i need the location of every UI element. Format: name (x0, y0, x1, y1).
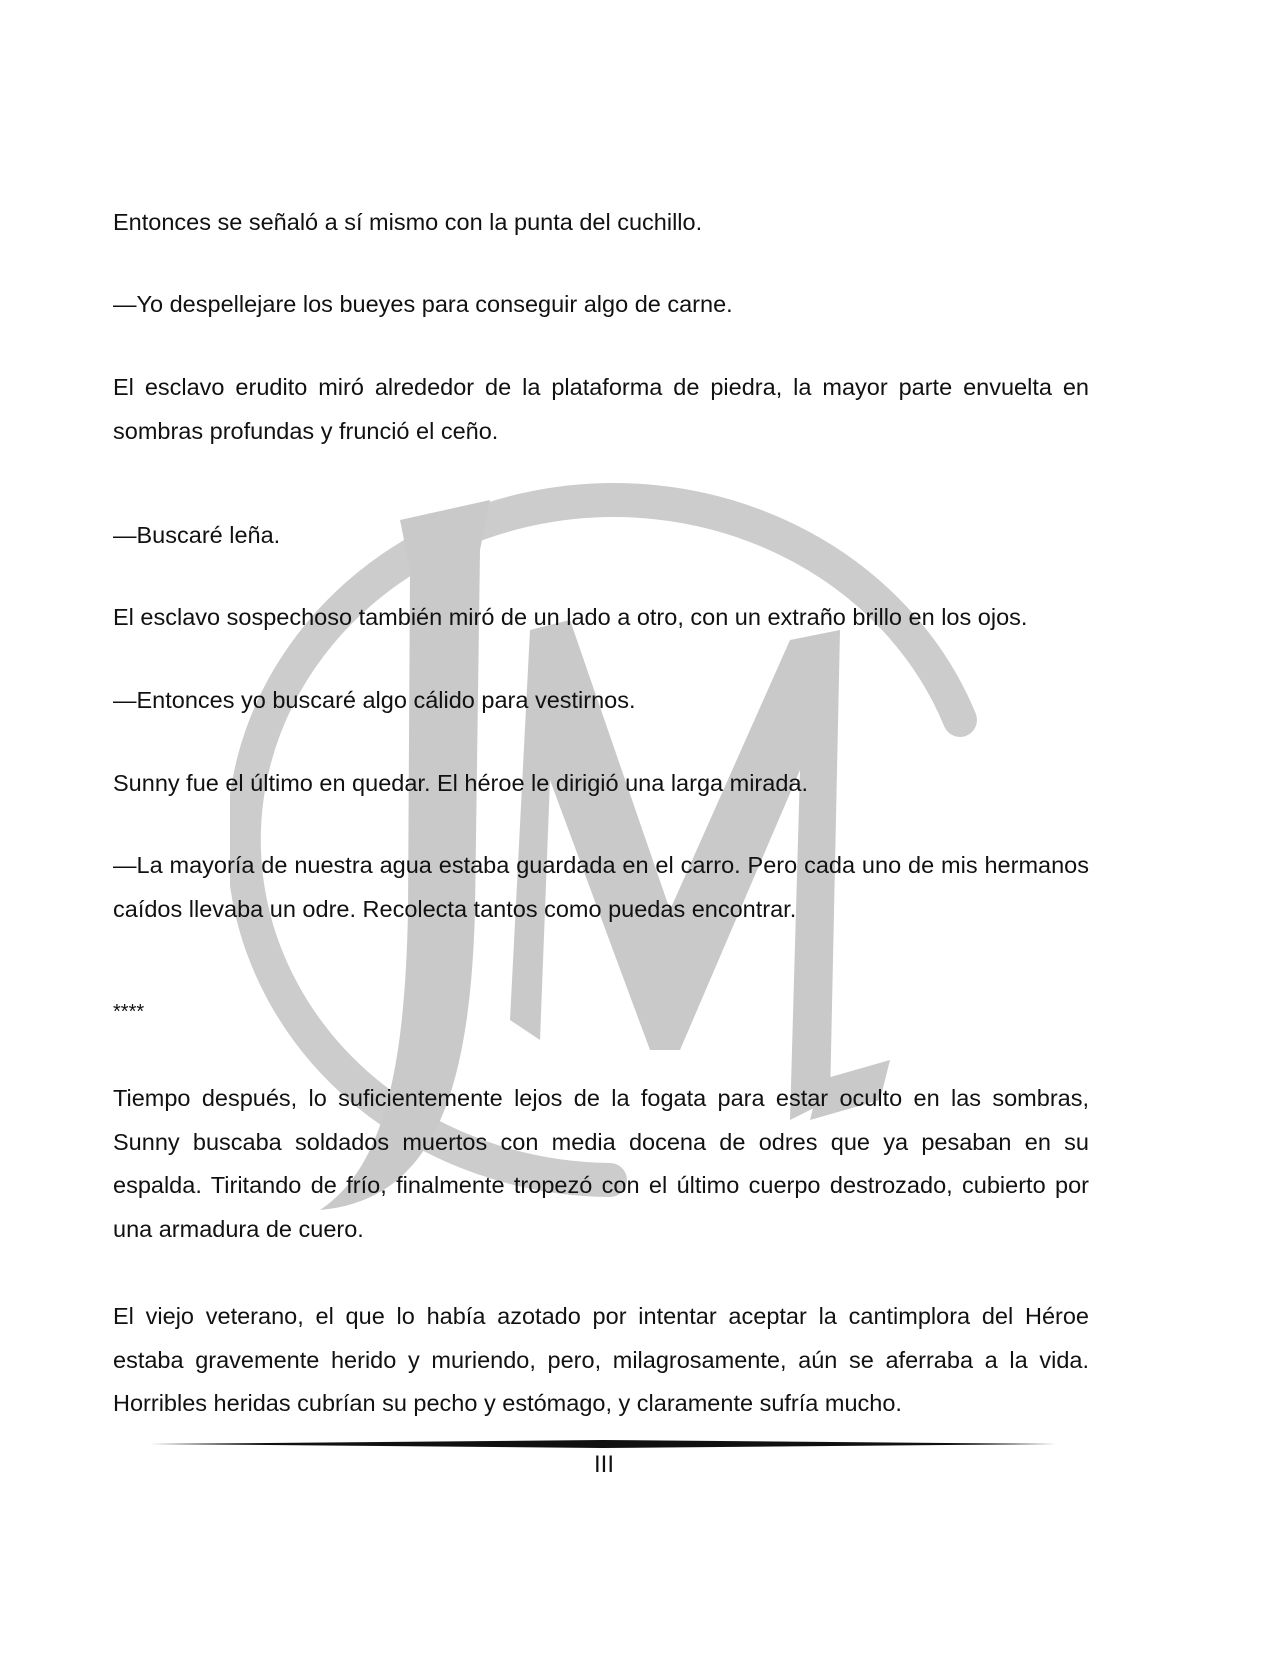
paragraph-7: Sunny fue el último en quedar. El héroe le dirigió una larga mirada. (113, 770, 808, 796)
paragraph-3: El esclavo erudito miró alrededor de la plataforma de piedra, la mayor parte envuelta en sombras profundas y frunció el ceño. (113, 374, 1089, 444)
paragraph-10: El viejo veterano, el que lo había azotado por intentar aceptar la cantimplora del Héroe estaba gravemente herido y muriendo, pero, milagrosamente, aún se aferraba a la vida. Horribles heridas cubrían su pecho y estómago, y claramente sufría mucho. (113, 1303, 1089, 1416)
paragraph-1: Entonces se señaló a sí mismo con la punta del cuchillo. (113, 209, 703, 235)
paragraph-5: El esclavo sospechoso también miró de un lado a otro, con un extraño brillo en los ojos. (113, 604, 1028, 630)
paragraph-8: —La mayoría de nuestra agua estaba guardada en el carro. Pero cada uno de mis hermanos caídos llevaba un odre. Recolecta tantos como puedas encontrar. (113, 852, 1089, 922)
page-number: III (593, 1451, 614, 1478)
paragraph-2: —Yo despellejare los bueyes para conseguir algo de carne. (113, 291, 733, 317)
paragraph-4: —Buscaré leña. (113, 522, 281, 548)
scene-break: **** (113, 1001, 145, 1023)
paragraph-6: —Entonces yo buscaré algo cálido para vestirnos. (113, 687, 636, 713)
paragraph-9: Tiempo después, lo suficientemente lejos de la fogata para estar oculto en las sombras, Sunny buscaba soldados muertos con media docena de odres que ya pesaban en su espalda. Tiritando de frío, finalmente tropezó con el último cuerpo destrozado, cubierto por una armadura de cuero. (113, 1085, 1089, 1242)
footer-divider (150, 1440, 1056, 1448)
